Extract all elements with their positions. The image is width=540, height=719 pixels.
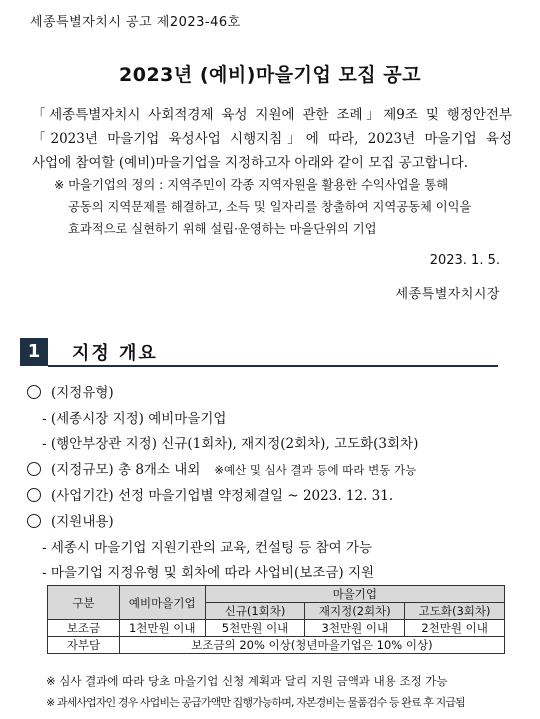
table-cell: 보조금의 20% 이상(청년마을기업은 10% 이상) bbox=[119, 637, 504, 654]
item-designation-scale bbox=[27, 458, 416, 478]
table-cell: 5천만원 이내 bbox=[205, 620, 305, 637]
table-cell: 2천만원 이내 bbox=[405, 620, 505, 637]
circle-bullet-icon bbox=[27, 462, 41, 476]
table-cell: 자부담 bbox=[48, 637, 120, 654]
section-number: 1 bbox=[20, 338, 48, 366]
authority-name: 세종특별자치시장 bbox=[395, 287, 500, 302]
notice-date: 2023. 1. 5. bbox=[429, 253, 500, 268]
item-designation-type bbox=[27, 381, 114, 401]
circle-bullet-icon bbox=[27, 488, 41, 502]
definition-line: 공동의 지역문제를 해결하고, 소득 및 일자리를 창출하여 지역공동체 이익을 bbox=[68, 200, 472, 214]
item-label: (지정규모) 총 8개소 내외 bbox=[51, 462, 201, 478]
sub-item: - (세종시장 지정) 예비마을기업 bbox=[42, 411, 227, 427]
sub-item: - 마을기업 지정유형 및 회차에 따라 사업비(보조금) 지원 bbox=[42, 565, 375, 581]
definition-note bbox=[54, 174, 508, 240]
circle-bullet-icon bbox=[27, 514, 41, 528]
item-label: (지정유형) bbox=[51, 385, 114, 401]
support-table bbox=[47, 585, 505, 654]
item-note: ※예산 및 심사 결과 등에 따라 변동 가능 bbox=[214, 463, 417, 477]
item-support-content bbox=[27, 510, 114, 530]
intro-line: 「세종특별자치시 사회적경제 육성 지원에 관한 조례」제9조 및 행정안전부 bbox=[32, 107, 512, 123]
table-header-village: 마을기업 bbox=[205, 586, 504, 603]
foot-note: ※ 심사 결과에 따라 당초 마을기업 신청 계획과 달리 지원 금액과 내용 조정 가능 bbox=[46, 674, 448, 688]
foot-note: ※ 과세사업자인 경우 사업비는 공급가액만 집행가능하며, 자본경비는 물품검수 등 완료 후 지급됨 bbox=[46, 696, 465, 709]
table-header-re: 재지정(2회차) bbox=[305, 603, 405, 620]
item-label: (지원내용) bbox=[51, 514, 114, 530]
intro-paragraph bbox=[32, 103, 512, 175]
table-header-category: 구분 bbox=[48, 586, 120, 620]
table-row bbox=[48, 637, 505, 654]
section-divider bbox=[48, 365, 498, 367]
table-cell: 3천만원 이내 bbox=[305, 620, 405, 637]
intro-line: 「2023년 마을기업 육성사업 시행지침」에 따라, 2023년 마을기업 육성 bbox=[32, 131, 512, 147]
circle-bullet-icon bbox=[27, 385, 41, 399]
definition-line: 효과적으로 실현하기 위해 설립·운영하는 마을단위의 기업 bbox=[68, 222, 377, 236]
table-cell: 1천만원 이내 bbox=[119, 620, 205, 637]
item-label: (사업기간) 선정 마을기업별 약정체결일 ~ 2023. 12. 31. bbox=[51, 488, 394, 504]
page-title: 2023년 (예비)마을기업 모집 공고 bbox=[119, 64, 421, 86]
sub-item: - 세종시 마을기업 지원기관의 교육, 컨설팅 등 참여 가능 bbox=[42, 540, 373, 556]
definition-line: ※ 마을기업의 정의 : 지역주민이 각종 지역자원을 활용한 수익사업을 통해 bbox=[54, 178, 449, 192]
notice-number: 세종특별자치시 공고 제2023-46호 bbox=[30, 15, 241, 30]
item-project-period bbox=[27, 484, 393, 504]
sub-item: - (행안부장관 지정) 신규(1회차), 재지정(2회차), 고도화(3회차) bbox=[42, 436, 419, 452]
table-header-pre: 예비마을기업 bbox=[119, 586, 205, 620]
intro-line: 사업에 참여할 (예비)마을기업을 지정하고자 아래와 같이 모집 공고합니다. bbox=[32, 155, 469, 171]
table-cell: 보조금 bbox=[48, 620, 120, 637]
table-header-new: 신규(1회차) bbox=[205, 603, 305, 620]
section-title: 지정 개요 bbox=[72, 343, 158, 364]
table-row bbox=[48, 620, 505, 637]
table-header-adv: 고도화(3회차) bbox=[405, 603, 505, 620]
